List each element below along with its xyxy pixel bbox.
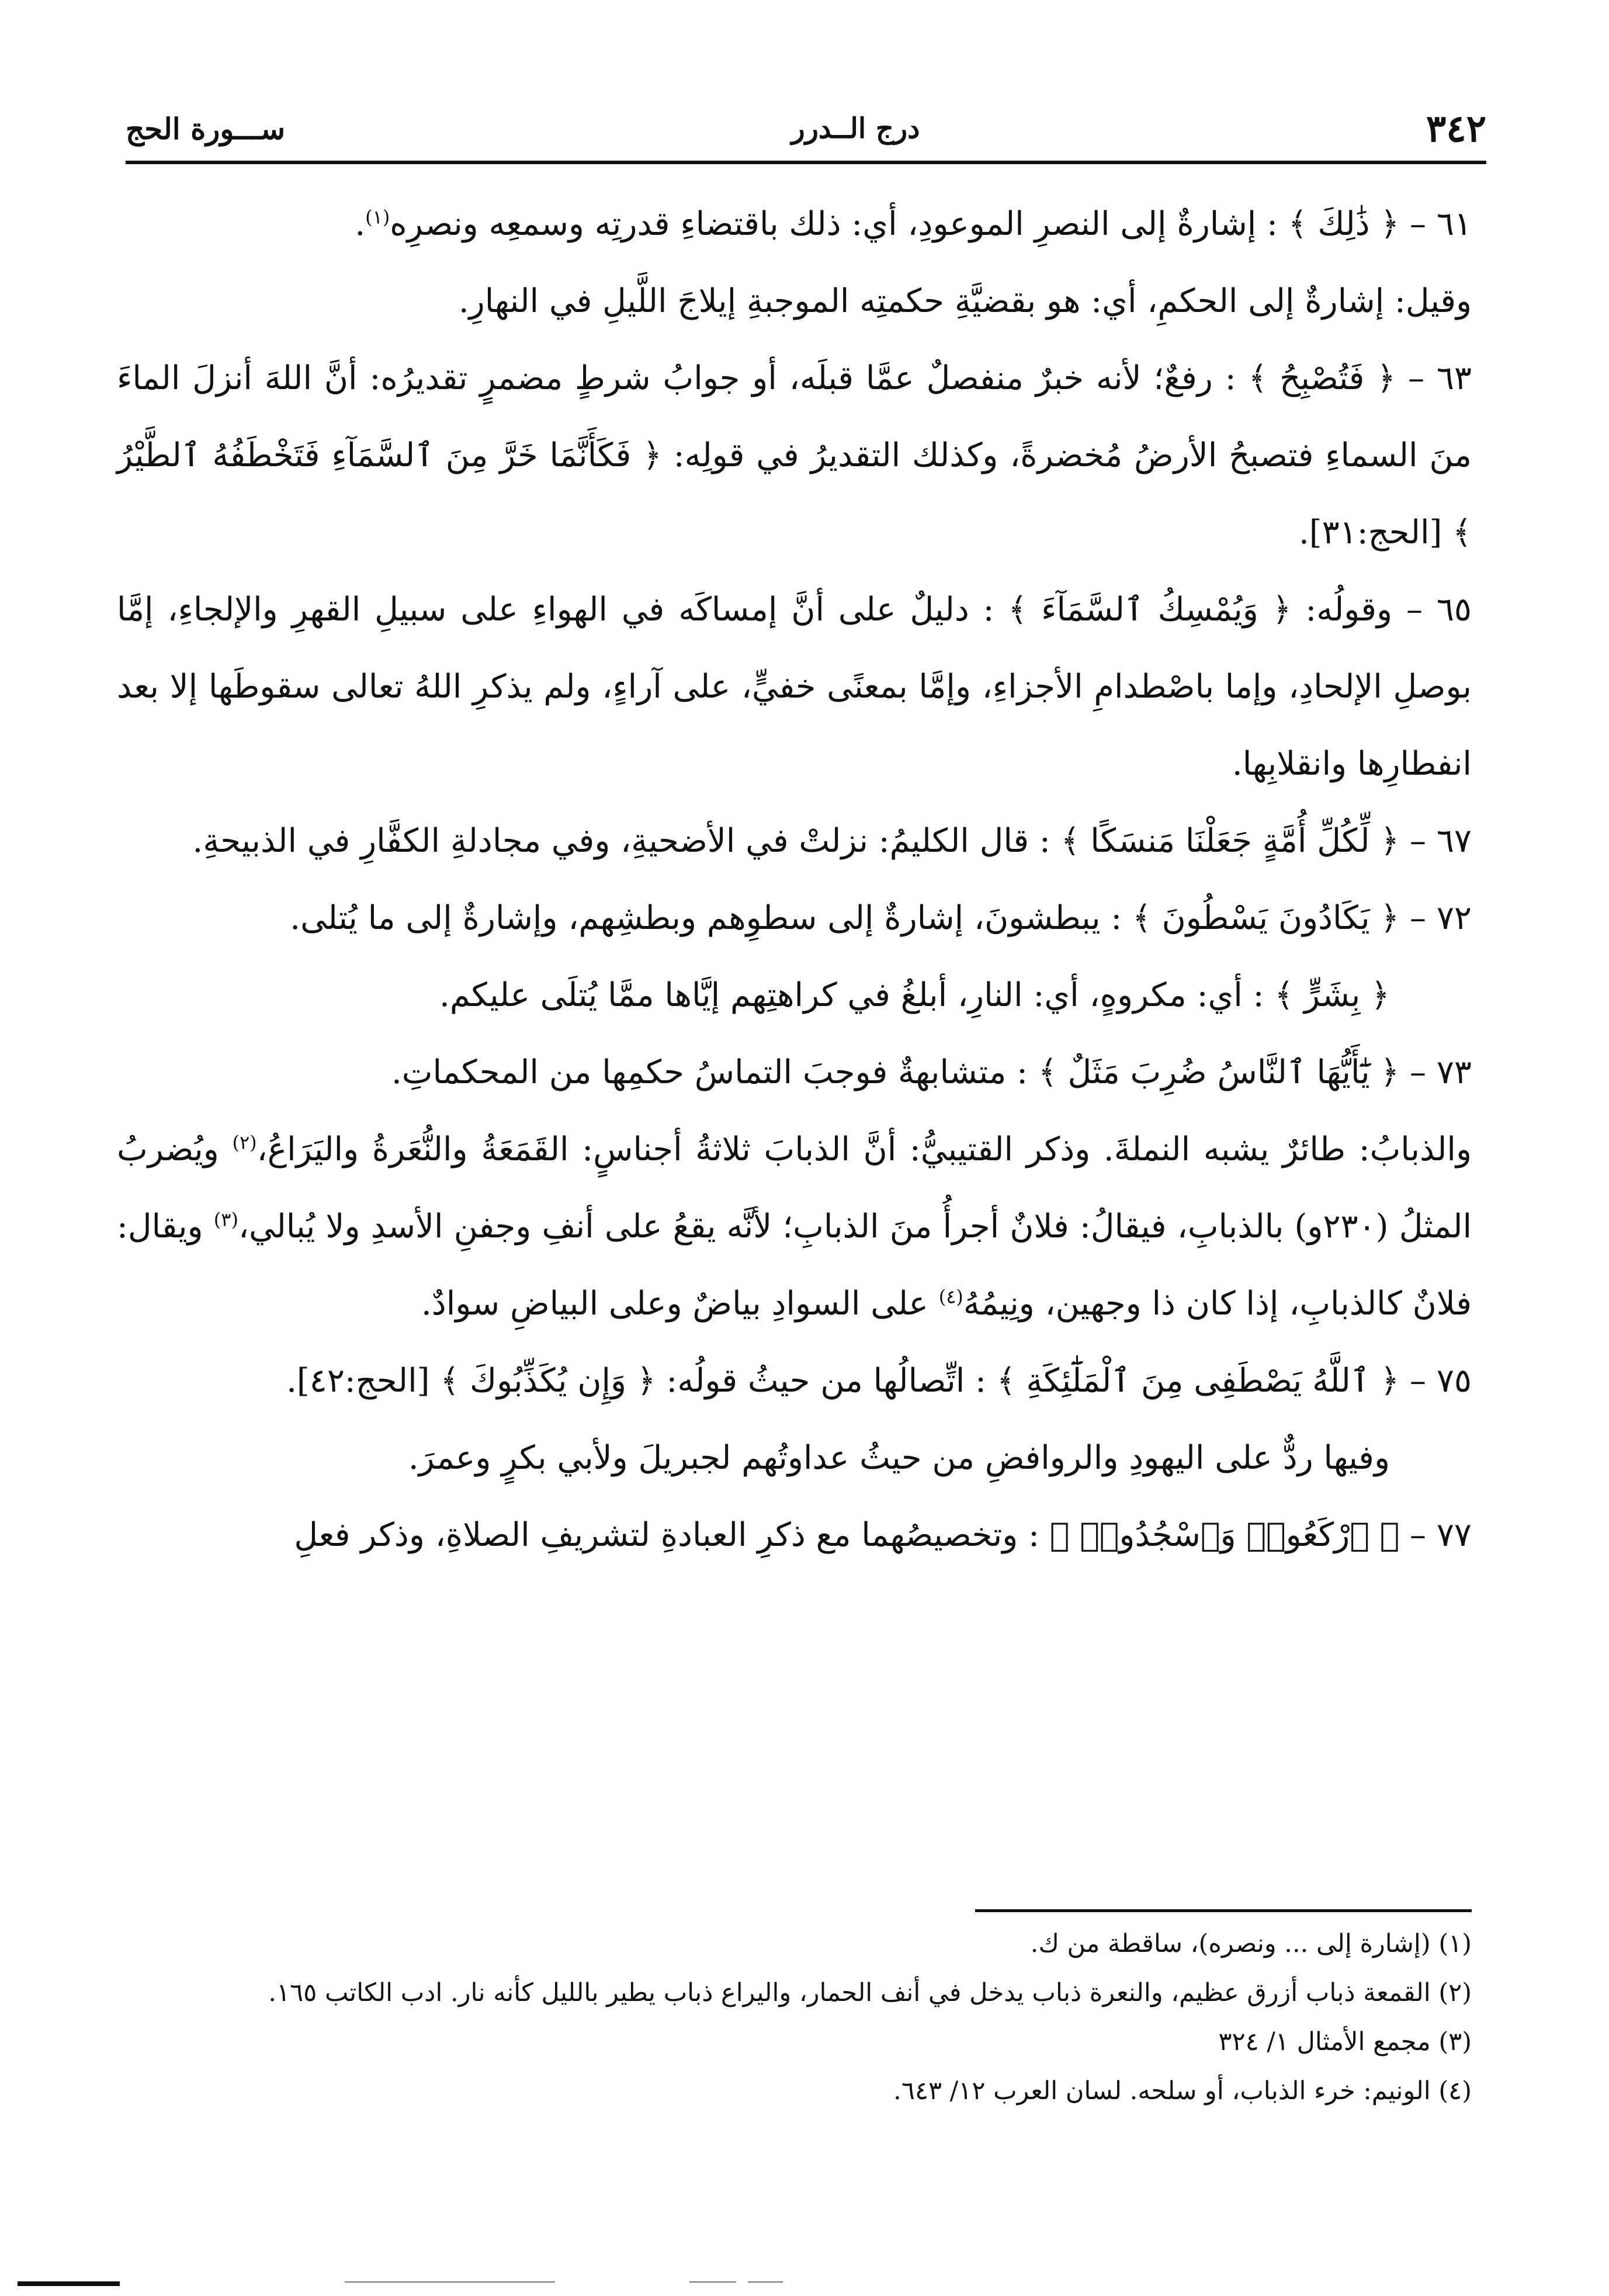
- footnote-separator: [975, 1909, 1472, 1912]
- paragraph: ٧٣ – ﴿ يَٰٓأَيُّهَا ٱلنَّاسُ ضُرِبَ مَثَلٌ ﴾ : متشابهةٌ فوجبَ التماسُ حكمِها من المحكماتِ.: [391, 1053, 1472, 1091]
- footnote-ref: (٣): [213, 1208, 238, 1231]
- scan-edge-marks: [18, 2281, 1591, 2287]
- paragraph: ٦٧ – ﴿ لِّكُلِّ أُمَّةٍ جَعَلْنَا مَنسَكًا ﴾ : قال الكليمُ: نزلتْ في الأضحيةِ، وفي مجادلةِ الكفَّارِ في الذبيحةِ.: [192, 822, 1472, 860]
- footnote-ref: (٤): [938, 1285, 963, 1308]
- scan-mark: [748, 2281, 783, 2283]
- footnote: (١) (إشارة إلى ... ونصره)، ساقطة من ك.: [1030, 1929, 1472, 1958]
- footnote: (٤) الونيم: خرء الذباب، أو سلحه. لسان العرب ١٢/ ٦٤٣.: [893, 2076, 1472, 2106]
- scan-mark: [18, 2281, 120, 2286]
- book-title: درج الــدرر: [791, 112, 920, 145]
- paragraph: ٦٣ – ﴿ فَتُصْبِحُ ﴾ : رفعٌ؛ لأنه خبرٌ منفصلٌ عمَّا قبلَه، أو جوابُ شرطٍ مضمرٍ تقديرُه: أنَّ اللهَ أنزلَ الماءَ منَ السماءِ فتصبحُ الأرضُ مُخضرةً، وكذلك التقديرُ في قولِه: ﴿ فَكَأَنَّمَا خَرَّ مِنَ ٱلسَّمَآءِ فَتَخْطَفُهُ ٱلطَّيْرُ ﴾ [الحج:٣١].: [117, 359, 1472, 552]
- paragraph: ٧٧ – ﴿ ٱرْكَعُوا۟ وَٱسْجُدُوا۟ ﴾ : وتخصيصُهما مع ذكرِ العبادةِ لتشريفِ الصلاةِ، وذكر فعلِ: [294, 1516, 1472, 1554]
- paragraph: وقيل: إشارةٌ إلى الحكمِ، أي: هو بقضيَّةِ حكمتِه الموجبةِ إيلاجَ اللَّيلِ في النهارِ.: [458, 282, 1472, 320]
- page-header: [126, 96, 1486, 164]
- paragraph: ٦٥ – وقولُه: ﴿ وَيُمْسِكُ ٱلسَّمَآءَ ﴾ : دليلٌ على أنَّ إمساكَه في الهواءِ على سبيلِ القهرِ والإلجاءِ، إمَّا بوصلِ الإلحادِ، وإما باصْطدامِ الأجزاءِ، وإمَّا بمعنًى خفيٍّ، على آراءٍ، ولم يذكرِ اللهُ تعالى سقوطَها إلا بعد انفطارِها وانقلابِها.: [117, 591, 1472, 783]
- main-text: [117, 186, 1472, 1574]
- paragraph: وفيها ردٌّ على اليهودِ والروافضِ من حيثُ عداوتُهم لجبريلَ ولأبي بكرٍ وعمرَ.: [408, 1439, 1390, 1477]
- paragraph: ٧٢ – ﴿ يَكَادُونَ يَسْطُونَ ﴾ : يبطشونَ، إشارةٌ إلى سطوِهم وبطشِهم، وإشارةٌ إلى ما يُتلى.: [290, 899, 1472, 937]
- paragraph: ٧٥ – ﴿ ٱللَّهُ يَصْطَفِى مِنَ ٱلْمَلَٰٓئِكَةِ ﴾ : اتِّصالُها من حيثُ قولُه: ﴿ وَإِن يُكَذِّبُوكَ ﴾ [الحج:٤٢].: [286, 1362, 1472, 1400]
- footnotes: [117, 1919, 1472, 2115]
- scan-mark: [345, 2281, 555, 2283]
- footnote: (٣) مجمع الأمثال ١/ ٣٢٤: [1218, 2027, 1472, 2056]
- scan-mark: [689, 2281, 736, 2283]
- surah-title: ســـورة الحج: [126, 111, 286, 146]
- footnote-ref: (٢): [232, 1131, 257, 1154]
- paragraph: ٦١ – ﴿ ذَٰلِكَ ﴾ : إشارةٌ إلى النصرِ الموعودِ، أي: ذلك باقتضاءِ قدرتِه وسمعِه ونصرِه$^{(١)}$.: [355, 205, 1472, 243]
- footnote-ref: (١): [365, 206, 390, 228]
- page-number: ٣٤٢: [1426, 106, 1486, 151]
- paragraph: ﴿ بِشَرٍّ ﴾ : أي: مكروهٍ، أي: النارِ، أبلغُ في كراهتِهم إيَّاها ممَّا يُتلَى عليكم.: [439, 976, 1390, 1014]
- footnote: (٢) القمعة ذباب أزرق عظيم، والنعرة ذباب يدخل في أنف الحمار، واليراع ذباب يطير بالليل كأنه نار. ادب الكاتب ١٦٥.: [268, 1978, 1472, 2007]
- paragraph: والذبابُ: طائرٌ يشبه النملةَ. وذكر القتيبيُّ: أنَّ الذبابَ ثلاثةُ أجناسٍ: القَمَعَةُ والنُّعَرةُ واليَرَاعُ،$^{(٢)}$ ويُضربُ المثلُ (٢٣٠و) بالذبابِ، فيقالُ: فلانٌ أجرأُ منَ الذبابِ؛ لأنَّه يقعُ على أنفِ وجفنِ الأسدِ ولا يُبالي،$^{(٣)}$ ويقال: فلانٌ كالذبابِ، إذا كان ذا وجهين، ونِيمُهُ$^{(٤)}$ على السوادِ بياضٌ وعلى البياضِ سوادٌ.: [117, 1130, 1472, 1323]
